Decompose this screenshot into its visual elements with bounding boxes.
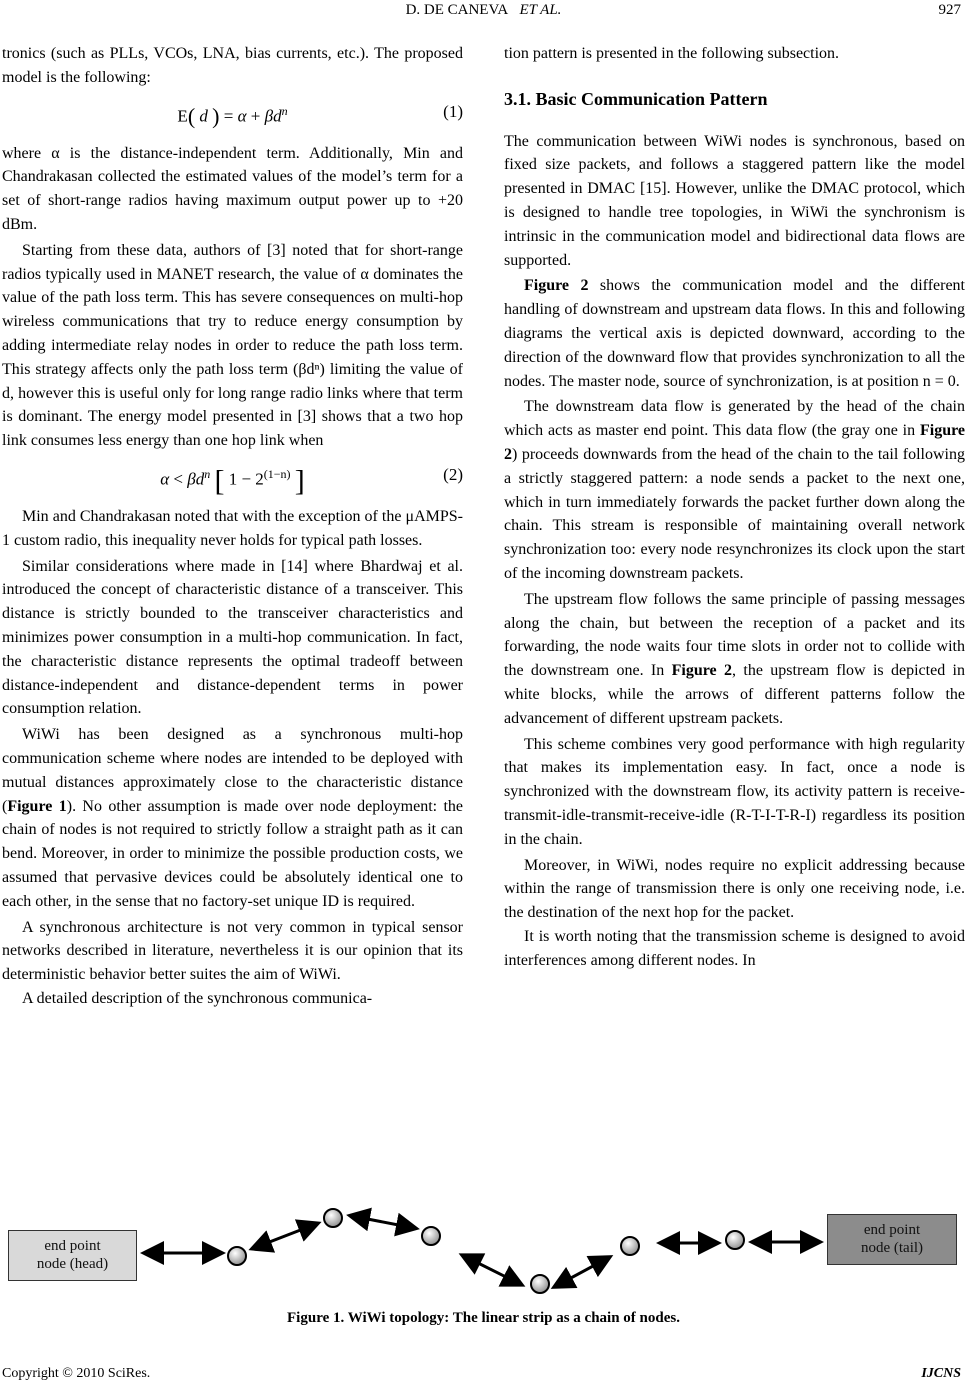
eq-symbol: α xyxy=(160,469,170,489)
head-node-box xyxy=(8,1230,137,1281)
eq-symbol: = xyxy=(223,106,234,126)
figure-reference: Figure 2 xyxy=(504,422,965,463)
text-run: WiWi has been designed as a synchronous multi-hop communication scheme where nodes are intended to be deployed with mutual distances approximately close to the characteristic distance ( xyxy=(2,726,463,815)
equation-2 xyxy=(2,461,463,498)
page-number: 927 xyxy=(938,2,961,18)
equation-expression: $\alpha < \beta d^n$ [ $1 - 2^{(1-n)}$ ] xyxy=(160,464,305,498)
journal-name: IJCNS xyxy=(921,1366,961,1381)
eq-symbol: α xyxy=(237,106,247,126)
text-run: , the upstream flow is depicted in white blocks, while the arrows of different patterns follow the advancement of different upstream packets. xyxy=(504,662,965,727)
equation-number: (1) xyxy=(443,101,463,121)
link-arrow xyxy=(464,1256,520,1284)
author-etal: ET AL. xyxy=(519,2,562,18)
copyright: Copyright © 2010 SciRes. xyxy=(2,1366,151,1381)
node-circle xyxy=(621,1237,639,1255)
paragraph: Starting from these data, authors of [3] noted that for short-range radios typically used in MANET research, the value of α dominates the value of the path loss term. This has severe consequences on multi-hop wireless communications that try to reduce energy consumption by adding intermediate relay nodes in order to reduce the path loss term. This strategy affects only the path loss term (βdⁿ) limiting the value of d, however this is useful only for long range radio links where that term is dominant. The energy model presented in [3] shows that a two hop link consumes less energy than one hop link when xyxy=(2,241,463,450)
figure-reference: Figure 2 xyxy=(671,662,733,680)
paragraph xyxy=(504,274,965,393)
text-run: The downstream data flow is generated by the head of the chain which acts as master end point. This data flow (the gray one in xyxy=(504,398,965,440)
eq-symbol: < xyxy=(173,469,183,489)
eq-symbol: E xyxy=(177,106,188,126)
eq-symbol: d xyxy=(273,106,282,126)
text-run: shows the communication model and the different handling of downstream and upstream data flows. In this and following diagrams the vertical axis is depicted downward, according to the direction of the downward flow that provides synchronization to all the nodes. The master node, source of synchronization, is at position n = 0. xyxy=(504,277,966,390)
eq-symbol: d xyxy=(199,106,208,126)
node-circle xyxy=(531,1275,549,1293)
paragraph: A synchronous architecture is not very common in typical sensor networks described in literature, nevertheless it is our opinion that its deterministic behavior better suites the aim of WiWi. xyxy=(2,918,463,984)
section-heading: 3.1. Basic Communication Pattern xyxy=(504,88,768,109)
equation-expression: E( d ) = $\alpha + \beta d^n$ xyxy=(177,103,288,129)
box-label: end point xyxy=(863,1222,921,1238)
figure-reference: Figure 2 xyxy=(524,277,589,295)
paragraph: Min and Chandrakasan noted that with the exception of the μAMPS-1 custom radio, this inequality never holds for typical path losses. xyxy=(2,507,463,549)
node-circle xyxy=(228,1247,246,1265)
running-head xyxy=(0,2,967,19)
node-circle xyxy=(726,1231,744,1249)
right-column xyxy=(504,42,965,972)
paragraph: tion pattern is presented in the following subsection. xyxy=(504,45,840,62)
eq-symbol: 2 xyxy=(255,469,264,489)
box-label: node (head) xyxy=(36,1256,109,1272)
paragraph: This scheme combines very good performance with high regularity that makes its implementation easy. In fact, once a node is synchronized with the downstream flow, its activity pattern is receive-transmit-idle-transmit-receive-idle (R-T-I-T-R-I) regardless its position in the chain. xyxy=(504,735,965,848)
figure-caption: Figure 1. WiWi topology: The linear strip as a chain of nodes. xyxy=(287,1310,680,1326)
paragraph: where α is the distance-independent term. Additionally, Min and Chandrakasan collected the estimated values of the model’s term for a set of short-range radios having maximum output power up to +20 dBm. xyxy=(2,144,463,233)
paragraph: A detailed description of the synchronous communica- xyxy=(22,989,373,1007)
author-name: D. DE CANEVA xyxy=(405,2,509,18)
text-run: ). No other assumption is made over node deployment: the chain of nodes is not required to strictly follow a straight path as it can bend. Moreover, in order to minimize the possible production costs, we assumed that pervasive devices could be absolutely identical one to each other, in the sense that no factory-set unique ID is required. xyxy=(2,797,464,910)
equation-1 xyxy=(2,98,463,128)
paragraph xyxy=(504,588,965,731)
eq-symbol: n xyxy=(204,466,211,481)
eq-symbol: d xyxy=(195,469,205,489)
link-arrow xyxy=(254,1224,316,1248)
text-run: ) proceeds downwards from the head of the chain to the tail following a strictly staggered pattern: a node sends a packet to the next one, which in turn immediately forwards the packet further down along the chain. This stream is responsible of maintaining overall network synchronization too: every node resynchronizes its clock upon the start of the incoming downstream packets. xyxy=(504,445,965,582)
paragraph xyxy=(504,395,965,585)
paragraph: The communication between WiWi nodes is synchronous, based on fixed size packets, and follows a staggered pattern like the model presented in DMAC [15]. However, unlike the DMAC protocol, which is designed to handle tree topologies, in WiWi the synchronism is intrinsic in the communication model and bidirectional data flows are supported. xyxy=(504,132,965,269)
paragraph: Similar considerations where made in [14] where Bhardwaj et al. introduced the concept of characteristic distance of a transceiver. This distance is strictly bounded to the transceiver characteristics and minimizes power consumption in a multi-hop communication. In fact, the characteristic distance represents the optimal tradeoff between distance-independent and distance-dependent terms in power consumption relation. xyxy=(2,557,463,718)
page-header xyxy=(0,2,967,22)
paragraph: It is worth noting that the transmission scheme is designed to avoid interferences among different nodes. In xyxy=(504,927,965,969)
eq-symbol: + xyxy=(250,106,261,126)
link-arrow xyxy=(556,1258,608,1286)
figure-1 xyxy=(0,1200,967,1308)
node-circle xyxy=(324,1209,342,1227)
left-column xyxy=(2,42,463,1011)
eq-symbol: − xyxy=(241,469,252,489)
page-footer xyxy=(0,1366,967,1384)
eq-symbol: (1−n) xyxy=(263,466,291,481)
node-circle xyxy=(422,1227,440,1245)
figure-reference: Figure 1 xyxy=(7,797,67,815)
eq-symbol: β xyxy=(187,469,196,489)
box-label: end point xyxy=(44,1238,101,1254)
equation-number: (2) xyxy=(443,464,463,484)
paragraph: Moreover, in WiWi, nodes require no explicit addressing because within the range of transmission there is only one receiving node, i.e. the destination of the next hop for the packet. xyxy=(504,856,965,922)
paragraph: tronics (such as PLLs, VCOs, LNA, bias currents, etc.). The proposed model is the following: xyxy=(2,45,463,86)
eq-symbol: β xyxy=(264,106,274,126)
text-run: The upstream flow follows the same principle of passing messages along the chain, but between the reception of a packet and its forwarding, the node waits four time slots in order not to collide with the downstream one. In xyxy=(504,590,965,680)
eq-symbol: 1 xyxy=(228,469,238,489)
tail-node-box xyxy=(827,1214,957,1265)
link-arrow xyxy=(352,1216,414,1228)
box-label: node (tail) xyxy=(860,1240,924,1256)
topology-diagram xyxy=(0,1200,967,1308)
paragraph xyxy=(2,723,463,913)
eq-symbol: n xyxy=(281,103,288,118)
